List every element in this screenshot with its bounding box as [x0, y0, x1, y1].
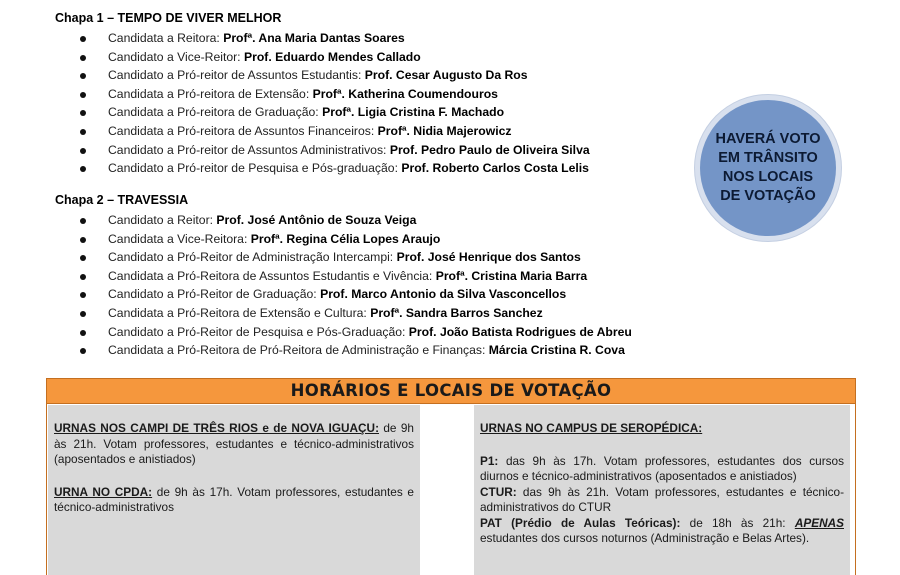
bullet-icon — [80, 255, 86, 261]
left-panel — [48, 405, 420, 575]
bullet-icon — [80, 110, 86, 116]
cpda-paragraph — [54, 485, 414, 516]
candidate-role: Candidato a Pró-reitor de Assuntos Administrativos: — [108, 142, 390, 157]
candidate-item — [80, 323, 632, 342]
ctur-text: das 9h às 21h. Votam professores, estudantes e técnico-administrativos do CTUR — [480, 484, 844, 514]
candidate-name: Prof. Cesar Augusto Da Ros — [364, 68, 528, 83]
candidate-name: Profª. Ligia Cristina F. Machado — [322, 105, 505, 120]
candidate-name: Prof. Eduardo Mendes Callado — [243, 49, 421, 64]
seropedica-heading-text: URNAS NO CAMPUS DE SEROPÉDICA: — [480, 421, 703, 435]
candidate-role: Candidata a Pró-reitora de Extensão: — [108, 86, 313, 101]
candidate-item — [80, 341, 632, 360]
pat-emphasis: APENAS — [794, 515, 844, 530]
candidate-role: Candidata a Pró-reitora de Assuntos Financeiros: — [108, 123, 378, 138]
bullet-icon — [80, 348, 86, 354]
candidate-name: Profª. Ana Maria Dantas Soares — [223, 31, 405, 45]
candidate-item — [80, 122, 590, 141]
candidate-role: Candidato a Pró-reitor de Pesquisa e Pós-graduação: — [108, 161, 402, 176]
bullet-icon — [80, 292, 86, 298]
candidate-name: Prof. João Batista Rodrigues de Abreu — [408, 324, 632, 339]
urnas-campi-heading: URNAS NOS CAMPI DE TRÊS RIOS e de NOVA IGUAÇU: — [54, 421, 380, 435]
candidate-name: Márcia Cristina R. Cova — [488, 343, 625, 358]
candidate-item — [80, 230, 632, 249]
candidate-role: Candidato a Reitor: — [108, 213, 217, 227]
candidate-name: Profª. Cristina Maria Barra — [435, 268, 588, 283]
ctur-paragraph — [480, 485, 844, 516]
bullet-icon — [80, 36, 86, 42]
p1-text: das 9h às 17h. Votam professores, estudantes dos cursos diurnos e técnico-administrativos (aposentados e anistiados) — [480, 453, 844, 483]
candidate-role: Candidata a Pró-reitora de Graduação: — [108, 105, 323, 120]
pat-tail: estudantes dos cursos noturnos (Administração e Belas Artes). — [480, 531, 810, 545]
candidate-role: Candidata a Reitora: — [108, 31, 224, 45]
horarios-banner: HORÁRIOS E LOCAIS DE VOTAÇÃO — [46, 378, 856, 404]
ctur-label: CTUR: — [480, 484, 517, 499]
chapa1-title: Chapa 1 – TEMPO DE VIVER MELHOR — [55, 11, 282, 25]
voto-em-transito-badge — [700, 100, 836, 236]
candidate-item — [80, 304, 632, 323]
bullet-icon — [80, 274, 86, 280]
bullet-icon — [80, 55, 86, 61]
urnas-campi-paragraph — [54, 421, 414, 468]
candidate-role: Candidata a Vice-Reitora: — [108, 231, 251, 246]
candidate-name: Prof. Marco Antonio da Silva Vasconcellos — [320, 287, 567, 302]
candidate-item — [80, 159, 590, 178]
chapa1-candidate-list — [80, 29, 590, 178]
candidate-role: Candidato a Pró-Reitor de Graduação: — [108, 287, 321, 302]
candidate-role: Candidata a Pró-Reitora de Assuntos Estudantis e Vivência: — [108, 268, 436, 283]
candidate-name: Prof. Pedro Paulo de Oliveira Silva — [389, 142, 590, 157]
candidate-item — [80, 141, 590, 160]
candidate-role: Candidata a Pró-Reitora de Extensão e Cultura: — [108, 305, 371, 320]
candidate-item — [80, 85, 590, 104]
candidate-role: Candidato a Pró-Reitor de Pesquisa e Pós-Graduação: — [108, 324, 409, 339]
candidate-name: Profª. Nidia Majerowicz — [377, 123, 512, 138]
bullet-icon — [80, 129, 86, 135]
cpda-text: de 9h às 17h. Votam professores, estudantes e técnico-administrativos — [54, 484, 414, 514]
chapa2-title: Chapa 2 – TRAVESSIA — [55, 193, 189, 207]
candidate-item — [80, 103, 590, 122]
candidate-item — [80, 248, 632, 267]
p1-label: P1: — [480, 453, 499, 468]
candidate-item — [80, 211, 632, 230]
candidate-name: Profª. Katherina Coumendouros — [312, 86, 498, 101]
candidate-item — [80, 48, 590, 67]
pat-paragraph — [480, 516, 844, 547]
candidate-role: Candidato a Pró-reitor de Assuntos Estudantis: — [108, 68, 365, 83]
candidate-name: Prof. José Antônio de Souza Veiga — [216, 213, 417, 227]
pat-text: de 18h às 21h: — [680, 515, 795, 530]
bullet-icon — [80, 166, 86, 172]
candidate-item — [80, 66, 590, 85]
seropedica-heading — [480, 421, 844, 437]
bullet-icon — [80, 73, 86, 79]
candidate-item — [80, 267, 632, 286]
candidate-name: Prof. Roberto Carlos Costa Lelis — [401, 161, 589, 176]
urnas-campi-text: de 9h às 21h. Votam professores, estudantes e técnico-administrativos (aposentados e anistiados) — [54, 421, 414, 466]
right-panel — [474, 405, 850, 575]
pat-label: PAT (Prédio de Aulas Teóricas): — [480, 515, 681, 530]
chapa2-candidate-list — [80, 211, 632, 360]
candidate-name: Profª. Sandra Barros Sanchez — [370, 305, 543, 320]
candidate-role: Candidata a Pró-Reitora de Pró-Reitora de Administração e Finanças: — [108, 343, 489, 358]
candidate-role: Candidato a Pró-Reitor de Administração Intercampi: — [108, 250, 397, 265]
candidate-name: Prof. José Henrique dos Santos — [396, 250, 581, 265]
bullet-icon — [80, 237, 86, 243]
bullet-icon — [80, 311, 86, 317]
bullet-icon — [80, 148, 86, 154]
candidate-role: Candidato a Vice-Reitor: — [108, 49, 244, 64]
bullet-icon — [80, 218, 86, 224]
bullet-icon — [80, 92, 86, 98]
badge-text: HAVERÁ VOTO EM TRÂNSITO NOS LOCAIS DE VOTAÇÃO — [715, 131, 821, 204]
bullet-icon — [80, 330, 86, 336]
p1-paragraph — [480, 454, 844, 485]
cpda-heading: URNA NO CPDA: — [54, 484, 153, 499]
candidate-item — [80, 29, 590, 48]
candidate-name: Profª. Regina Célia Lopes Araujo — [250, 231, 441, 246]
candidate-item — [80, 285, 632, 304]
